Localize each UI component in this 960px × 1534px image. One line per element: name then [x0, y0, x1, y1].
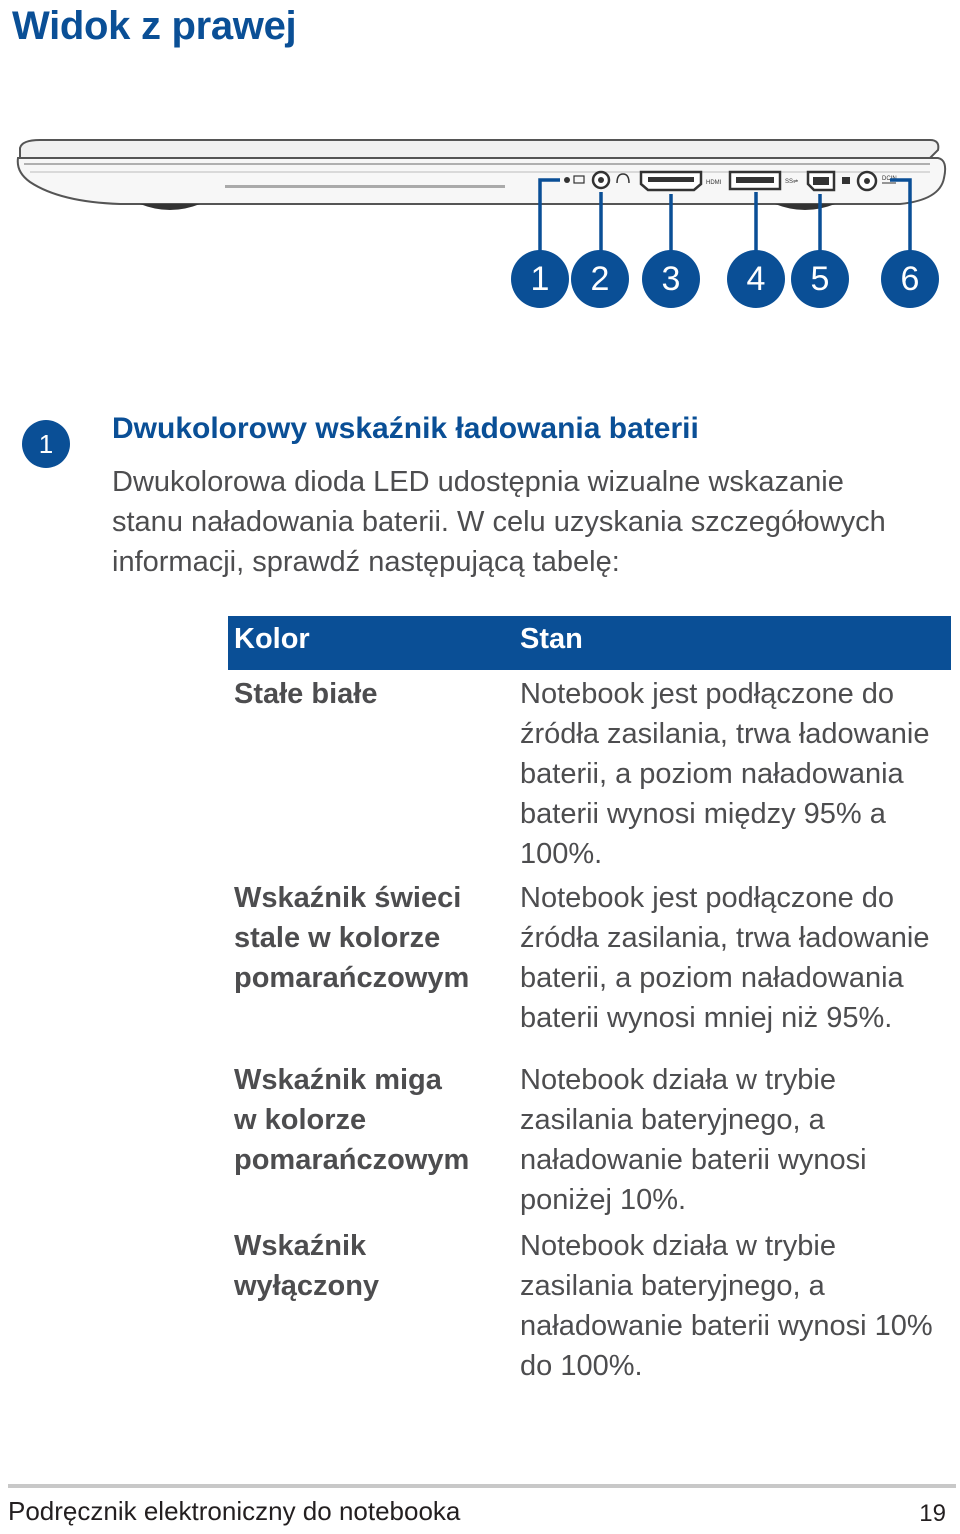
callout-badge: 3	[642, 250, 700, 308]
dcin-label: DCIN	[882, 176, 897, 182]
laptop-lid	[20, 140, 938, 158]
display-glyph-icon	[842, 177, 850, 184]
state-cell	[520, 1226, 950, 1386]
laptop-foot	[140, 204, 200, 210]
callout-badge: 2	[571, 250, 629, 308]
cell-line: baterii, a poziom naładowania	[520, 962, 904, 994]
cell-line: baterii, a poziom naładowania	[520, 758, 904, 790]
cell-line: zasilania bateryjnego, a	[520, 1270, 825, 1302]
state-cell	[520, 1060, 950, 1220]
page-number: 19	[919, 1500, 946, 1527]
cell-line: baterii wynosi między 95% a	[520, 798, 886, 830]
state-cell	[520, 674, 950, 874]
footer-title: Podręcznik elektroniczny do notebooka	[8, 1496, 461, 1526]
cell-line: Notebook jest podłączone do	[520, 678, 895, 710]
cell-line: naładowanie baterii wynosi	[520, 1144, 867, 1176]
state-cell	[520, 878, 950, 1038]
page-heading: Widok z prawej	[12, 4, 297, 48]
cell-line: źródła zasilania, trwa ładowanie	[520, 718, 930, 750]
cell-line: do 100%.	[520, 1350, 643, 1382]
cell-line: naładowanie baterii wynosi 10%	[520, 1310, 933, 1342]
callout-row	[0, 250, 960, 310]
cell-line: źródła zasilania, trwa ładowanie	[520, 922, 930, 954]
body-line: Dwukolorowa dioda LED udostępnia wizualne wskazanie	[112, 466, 844, 498]
body-line: stanu naładowania baterii. W celu uzyskania szczegółowych	[112, 506, 886, 538]
color-cell	[234, 674, 504, 714]
section-body	[112, 462, 912, 582]
led-indicator-icon	[564, 177, 570, 183]
section-title: Dwukolorowy wskaźnik ładowania baterii	[112, 412, 699, 445]
cell-line: Stałe białe	[234, 678, 378, 710]
callout-badge: 5	[791, 250, 849, 308]
cell-line: Wskaźnik świeci	[234, 882, 462, 914]
cell-line: Notebook działa w trybie	[520, 1064, 836, 1096]
cell-line: 100%.	[520, 838, 603, 870]
cell-line: Notebook działa w trybie	[520, 1230, 836, 1262]
cell-line: w kolorze	[234, 1104, 367, 1136]
laptop-foot	[775, 204, 835, 210]
cell-line: pomarańczowym	[234, 1144, 470, 1176]
cell-line: baterii wynosi mniej niż 95%.	[520, 1002, 893, 1034]
cell-line: pomarańczowym	[234, 962, 470, 994]
cell-line: Wskaźnik miga	[234, 1064, 442, 1096]
table-header	[228, 616, 951, 670]
usb-ss-label: SS⇌	[785, 179, 799, 185]
footer-divider	[8, 1484, 956, 1488]
column-header-state: Stan	[520, 623, 583, 655]
callout-badge: 6	[881, 250, 939, 308]
section-number-badge: 1	[22, 420, 70, 468]
cell-line: wyłączony	[234, 1270, 380, 1302]
column-header-color: Kolor	[234, 623, 310, 655]
cell-line: poniżej 10%.	[520, 1184, 687, 1216]
body-line: informacji, sprawdź następującą tabelę:	[112, 546, 620, 578]
color-cell	[234, 878, 504, 998]
cell-line: zasilania bateryjnego, a	[520, 1104, 825, 1136]
callout-badge: 4	[727, 250, 785, 308]
callout-badge: 1	[511, 250, 569, 308]
battery-status-table	[228, 616, 951, 1382]
color-cell	[234, 1226, 504, 1306]
hdmi-label: HDMI	[706, 180, 722, 186]
cell-line: Wskaźnik	[234, 1230, 367, 1262]
laptop-base	[18, 158, 945, 204]
cell-line: Notebook jest podłączone do	[520, 882, 895, 914]
cell-line: stale w kolorze	[234, 922, 441, 954]
color-cell	[234, 1060, 504, 1180]
